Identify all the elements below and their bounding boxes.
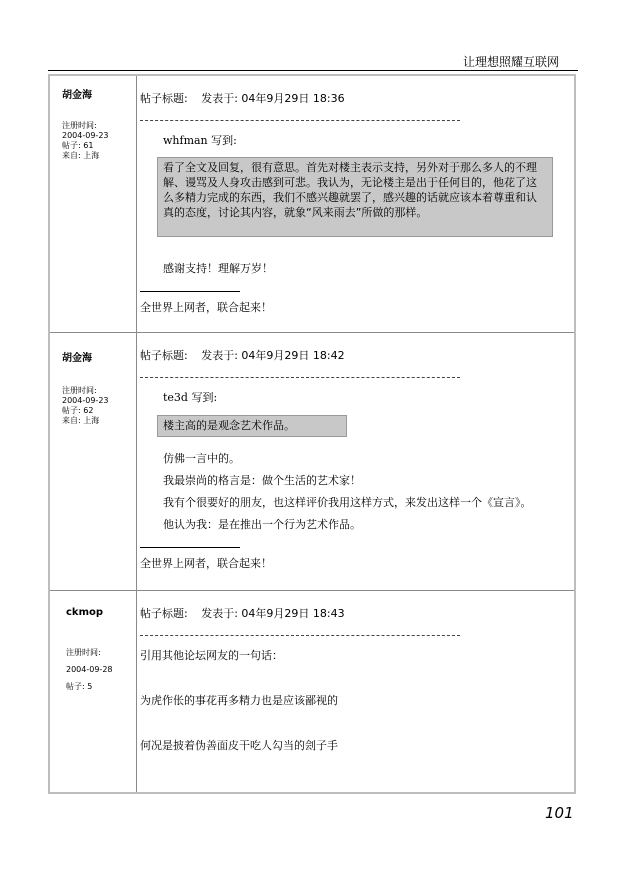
- quote-block: [157, 157, 553, 237]
- post-timestamp: 发表于: 04年9月29日 18:43: [201, 607, 345, 620]
- registration-date: 2004-09-23: [62, 131, 109, 140]
- post-author-meta: [62, 386, 109, 426]
- signature-rule: [140, 547, 240, 548]
- post-divider: [140, 635, 460, 636]
- post-subject-label: 帖子标题:: [140, 92, 188, 105]
- post-body-line: 何况是披着伪善面皮干吃人勾当的刽子手: [140, 739, 338, 752]
- post-count: 帖子: 5: [66, 682, 93, 691]
- post-signature: 全世界上网者，联合起来！: [140, 557, 272, 570]
- post-author-panel: [50, 591, 137, 792]
- page-header-title: 让理想照耀互联网: [463, 55, 560, 69]
- post-body-line: 我有个很要好的朋友，也这样评价我用这样方式，来发出这样一个《宣言》。: [163, 496, 532, 509]
- post-body-line: 仿佛一言中的。: [163, 452, 240, 465]
- post-body-line: 感谢支持！理解万岁！: [163, 262, 273, 275]
- post-title-line: [140, 347, 345, 363]
- registration-label: 注册时间:: [62, 121, 97, 130]
- post-body-line: 为虎作伥的事花再多精力也是应该鄙视的: [140, 694, 338, 707]
- page-number: 101: [545, 804, 574, 822]
- post-author-meta: [66, 644, 113, 695]
- post-content: [137, 76, 574, 332]
- post-divider: [140, 377, 460, 378]
- registration-date: 2004-09-28: [66, 665, 113, 674]
- forum-post: [50, 76, 574, 333]
- quote-text: 看了全文及回复，很有意思。首先对楼主表示支持，另外对于那么多人的不理解、谩骂及人身攻击感到可悲。我认为，无论楼主是出于任何目的，他花了这么多精力完成的东西，我们不感兴趣就罢了，感兴趣的话就应该本着尊重和认真的态度，讨论其内容，就象“风来雨去”所做的那样。: [163, 161, 537, 219]
- quote-block: [157, 415, 347, 437]
- post-body-line: 我最崇尚的格言是：做个生活的艺术家！: [163, 474, 361, 487]
- post-content: [137, 591, 574, 792]
- post-author-name[interactable]: 胡金海: [62, 353, 92, 364]
- post-author-name[interactable]: 胡金海: [62, 90, 92, 101]
- header-rule: [48, 70, 578, 71]
- post-subject-label: 帖子标题:: [140, 607, 188, 620]
- post-divider: [140, 120, 460, 121]
- registration-label: 注册时间:: [62, 386, 97, 395]
- post-title-line: [140, 90, 345, 106]
- post-count: 帖子: 62: [62, 406, 94, 415]
- author-location: 来自: 上海: [62, 416, 100, 425]
- post-subject-label: 帖子标题:: [140, 349, 188, 362]
- signature-rule: [140, 291, 240, 292]
- post-title-line: [140, 605, 345, 621]
- post-author-meta: [62, 121, 109, 161]
- post-count: 帖子: 61: [62, 141, 94, 150]
- quote-author: te3d 写到:: [163, 391, 218, 404]
- forum-post: [50, 333, 574, 591]
- post-author-name[interactable]: ckmop: [66, 607, 104, 618]
- post-signature: 全世界上网者，联合起来！: [140, 301, 272, 314]
- post-body-line: 引用其他论坛网友的一句话：: [140, 649, 283, 662]
- post-author-panel: [50, 76, 137, 332]
- registration-date: 2004-09-23: [62, 396, 109, 405]
- registration-label: 注册时间:: [66, 648, 101, 657]
- quote-author: whfman 写到:: [163, 134, 237, 147]
- post-timestamp: 发表于: 04年9月29日 18:42: [201, 349, 345, 362]
- quote-text: 楼主高的是观念艺术作品。: [163, 419, 295, 432]
- post-content: [137, 333, 574, 590]
- post-author-panel: [50, 333, 137, 590]
- post-timestamp: 发表于: 04年9月29日 18:36: [201, 92, 345, 105]
- author-location: 来自: 上海: [62, 151, 100, 160]
- forum-post: [50, 591, 574, 792]
- post-body-line: 他认为我：是在推出一个行为艺术作品。: [163, 518, 361, 531]
- forum-thread: [48, 74, 576, 794]
